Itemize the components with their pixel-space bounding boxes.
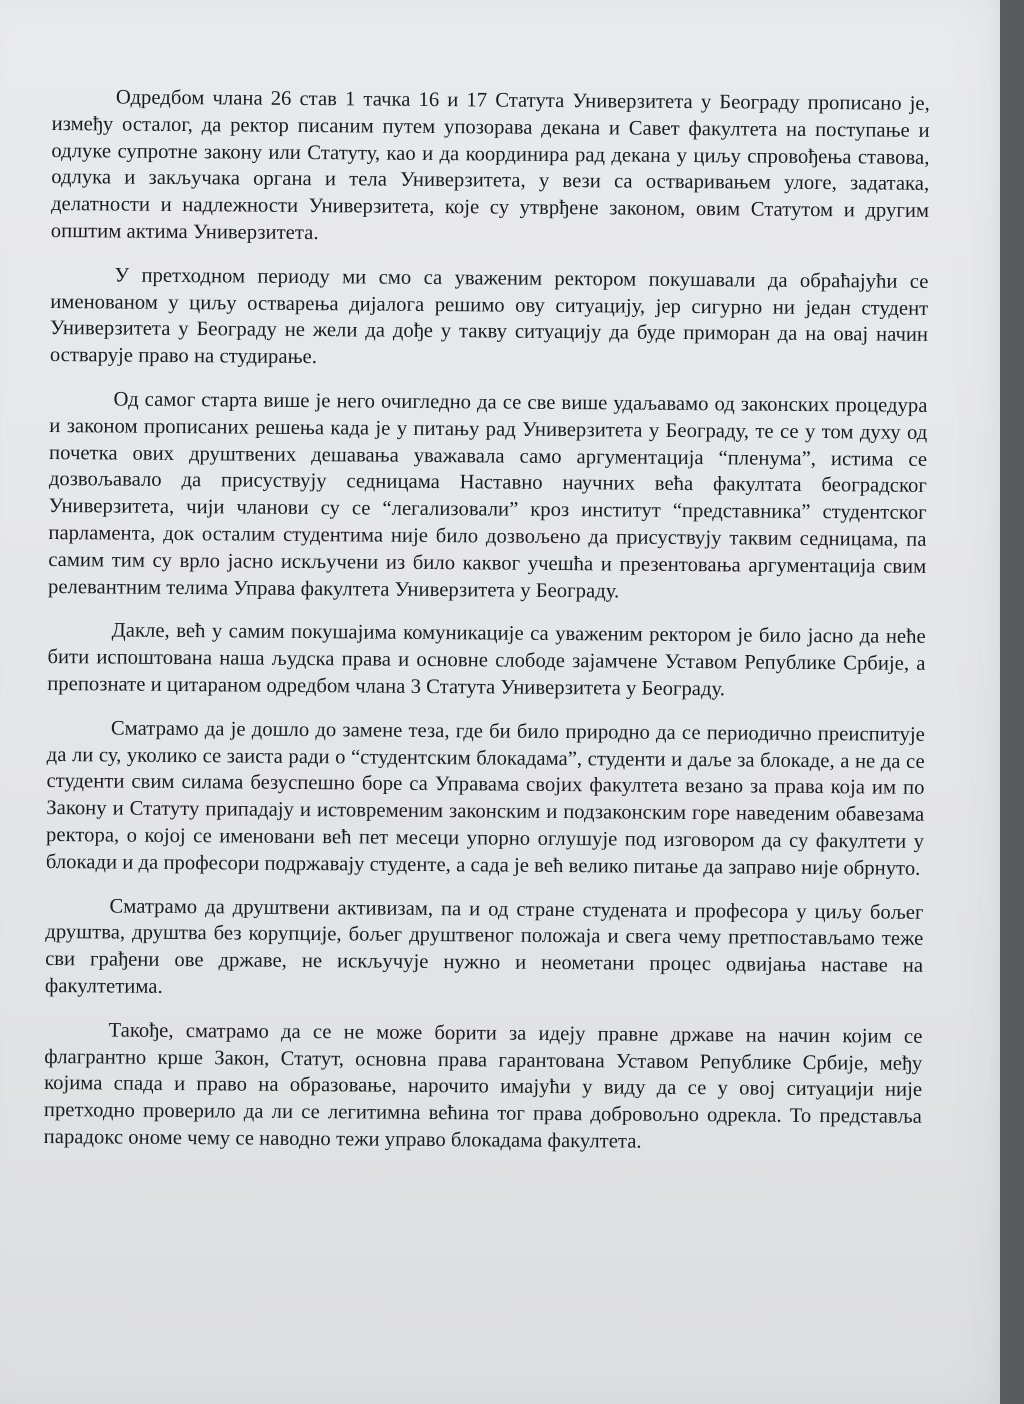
paragraph-1: Одредбом члана 26 став 1 тачка 16 и 17 Статута Универзитета у Београду прописано је, између осталог, да ректор писаним путем упозорава декана и Савет факултета на поступање и одлуке супротне закону или Статуту, као и да координира рад декана у циљу спровођења ставова, одлука и закључака органа и тела Универзитета, у вези са остваривањем улоге, задатака, делатности и надлежности Универзитета, које су утврђене законом, овим Статутом и другим општим актима Универзитета. xyxy=(50,86,930,245)
paragraph-4: Дакле, већ у самим покушајима комуникације са уваженим ректором је било јасно да неће бити испоштована наша људска права и основне слободе зајамчене Уставом Републике Србије, а препознате и цитараном одредбом члана 3 Статута Универзитета у Београду. xyxy=(47,619,926,701)
paragraph-7: Такође, сматрамо да се не може борити за идеју правне државе на начин којим се флагрантно крше Закон, Статут, основна права гарантована Уставом Републике Србије, међу којима спада и право на образовање, нарочито имајући у виду да се у овој ситуацији није претходно проверило да ли се легитимна већина тог права добровољно одрекла. То представља парадокс ономе чему се наводно тежи управо блокадама факултета. xyxy=(43,1019,923,1153)
paragraph-6: Сматрамо да друштвени активизам, па и од стране студената и професора у циљу бољег друштва, друштва без корупције, бољег друштвеног положаја и свега чему претпостављамо теже сви грађени ове државе, не искључује нужно и неометани процес одвијања наставе на факултетима. xyxy=(44,894,924,998)
document-body xyxy=(43,84,929,1175)
paragraph-5: Сматрамо да је дошло до замене теза, где би било природно да се периодично преиспитује да ли су, уколико се заиста ради о “студентским блокадама”, студенти и даље за блокаде, а не да се студенти свим силама безуспешно боре са Управама својих факултета везано за права која им по Закону и Статуту припадају и истовременим законским и подзаконским горе наведеним обавезама ректора, о којој се именовани већ пет месеци упорно оглушује под изговором да су факултети у блокади и да професори подржавају студенте, а сада је већ велико питање да заправо није обрнуто. xyxy=(45,717,926,880)
paragraph-3: Од самог старта више је него очигледно да се све више удаљавамо од законских процедура и законом прописаних решења када је у питању рад Универзитета у Београду, те се у том духу од почетка ових друштвених дешавања уважавала само аргументација “пленума”, истима се дозвољавало да присуствују седницама Наставно научних већа факултата београдског Универзитета, чији чланови су се “легализовали” кроз институт “представника” студентског парламента, док осталим студентима није било дозвољено да присуствују таквим седницама, па самим тим су врло јасно искључени из било каквог учешћа и презентовања аргументација свим релевантним телима Управа факултета Универзитета у Београду. xyxy=(47,388,928,603)
paragraph-2: У претходном периоду ми смо са уваженим ректором покушавали да обраћајући се именованом у циљу остварења дијалога решимо ову ситуацију, јер сигурно ни један студент Универзитета у Београду не жели да дође у такву ситуацију да буде приморан да на овај начин остварује право на студирање. xyxy=(49,264,929,369)
page-shadow xyxy=(988,0,1024,1404)
